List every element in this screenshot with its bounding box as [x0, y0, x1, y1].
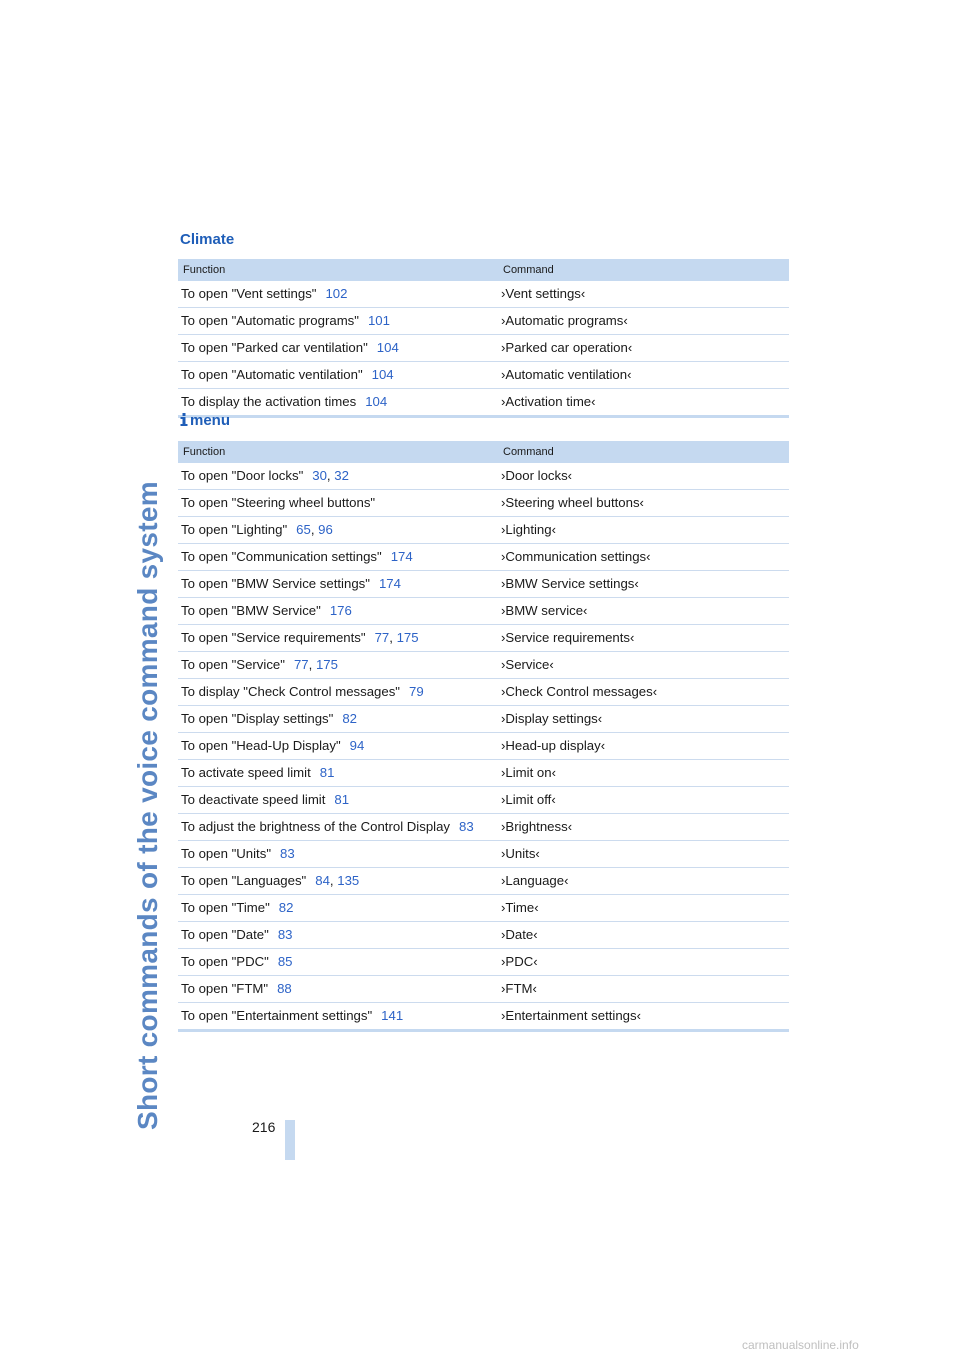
command-cell: ›Activation time‹ — [498, 389, 789, 417]
function-text: To open "Display settings" — [181, 711, 334, 726]
imenu-title-text: menu — [190, 412, 231, 429]
function-text: To open "Head-Up Display" — [181, 738, 341, 753]
table-row — [178, 679, 789, 706]
command-cell: ›Language‹ — [498, 868, 789, 895]
function-text: To open "BMW Service" — [181, 603, 321, 618]
page-ref-link[interactable]: 135 — [337, 873, 360, 888]
climate-section-title: Climate — [180, 231, 235, 248]
function-cell — [178, 760, 498, 787]
table-row — [178, 389, 789, 417]
function-text: To open "Units" — [181, 846, 271, 861]
table-row — [178, 949, 789, 976]
function-cell — [178, 598, 498, 625]
command-cell: ›Entertainment settings‹ — [498, 1003, 789, 1031]
command-cell: ›Service requirements‹ — [498, 625, 789, 652]
table-row — [178, 625, 789, 652]
function-text: To open "Time" — [181, 900, 270, 915]
page-ref-link[interactable]: 141 — [381, 1008, 404, 1023]
command-cell: ›BMW Service settings‹ — [498, 571, 789, 598]
page-ref-link[interactable]: 104 — [376, 340, 399, 355]
page-number-bar — [285, 1120, 295, 1160]
command-cell: ›Check Control messages‹ — [498, 679, 789, 706]
function-text: To adjust the brightness of the Control Display — [181, 819, 451, 834]
header-command: Command — [498, 441, 789, 463]
command-cell: ›Display settings‹ — [498, 706, 789, 733]
page-ref-link[interactable]: 104 — [371, 367, 394, 382]
page-ref-link[interactable]: 83 — [459, 819, 474, 834]
function-text: To open "Automatic ventilation" — [181, 367, 363, 382]
page-ref-link[interactable]: 88 — [277, 981, 292, 996]
function-text: To open "Steering wheel buttons" — [181, 495, 376, 510]
table-row — [178, 517, 789, 544]
function-cell — [178, 362, 498, 389]
imenu-table — [178, 441, 789, 1032]
table-row — [178, 814, 789, 841]
command-cell: ›Limit off‹ — [498, 787, 789, 814]
function-text: To activate speed limit — [181, 765, 311, 780]
table-row — [178, 760, 789, 787]
table-row — [178, 706, 789, 733]
page-ref-link[interactable]: 30 — [312, 468, 327, 483]
function-text: To open "Automatic programs" — [181, 313, 359, 328]
page-number: 216 — [252, 1119, 276, 1135]
imenu-section-title — [180, 412, 230, 429]
command-cell: ›Automatic ventilation‹ — [498, 362, 789, 389]
function-text: To open "FTM" — [181, 981, 269, 996]
function-cell: To open "Languages" 84, 135 — [178, 868, 498, 895]
page-ref-link[interactable]: 83 — [280, 846, 295, 861]
page-ref-link[interactable]: 82 — [342, 711, 357, 726]
command-cell: ›Date‹ — [498, 922, 789, 949]
table-row — [178, 571, 789, 598]
function-text: To open "Door locks" — [181, 468, 304, 483]
header-command: Command — [498, 259, 789, 281]
function-text: To open "Languages" — [181, 873, 307, 888]
page-ref-link[interactable]: 175 — [315, 657, 338, 672]
page-ref-link[interactable]: 65 — [296, 522, 311, 537]
function-text: To deactivate speed limit — [181, 792, 326, 807]
table-row — [178, 544, 789, 571]
command-cell: ›Time‹ — [498, 895, 789, 922]
function-cell — [178, 490, 498, 517]
function-text: To open "Date" — [181, 927, 269, 942]
page-ref-link[interactable]: 83 — [277, 927, 293, 942]
function-text: To open "Vent settings" — [181, 286, 317, 301]
table-row — [178, 335, 789, 362]
table-row — [178, 490, 789, 517]
table-row — [178, 308, 789, 335]
function-cell — [178, 787, 498, 814]
page-ref-link[interactable]: 77 — [293, 657, 309, 672]
page-ref-link[interactable]: 175 — [396, 630, 419, 645]
side-chapter-title: Short commands of the voice command system — [132, 481, 163, 1130]
command-cell: ›Units‹ — [498, 841, 789, 868]
page-ref-link[interactable]: 32 — [334, 468, 349, 483]
function-cell — [178, 544, 498, 571]
function-cell — [178, 814, 498, 841]
function-cell: To open "Door locks" 30, 32 — [178, 463, 498, 490]
function-text: To open "Parked car ventilation" — [181, 340, 368, 355]
function-cell — [178, 1003, 498, 1031]
function-cell — [178, 895, 498, 922]
function-cell — [178, 679, 498, 706]
command-cell: ›Limit on‹ — [498, 760, 789, 787]
function-cell — [178, 733, 498, 760]
table-header-row — [178, 441, 789, 463]
command-cell: ›Steering wheel buttons‹ — [498, 490, 789, 517]
function-text: To open "Communication settings" — [181, 549, 382, 564]
command-cell: ›Service‹ — [498, 652, 789, 679]
table-header-row — [178, 259, 789, 281]
page-ref-link[interactable]: 81 — [334, 792, 350, 807]
command-cell: ›Door locks‹ — [498, 463, 789, 490]
table-row — [178, 841, 789, 868]
page-ref-link[interactable]: 176 — [329, 603, 352, 618]
table-row — [178, 463, 789, 490]
table-row — [178, 922, 789, 949]
header-function: Function — [178, 441, 498, 463]
page-ref-link[interactable]: 81 — [319, 765, 335, 780]
command-cell: ›BMW service‹ — [498, 598, 789, 625]
page-ref-link[interactable]: 85 — [277, 954, 293, 969]
function-cell — [178, 976, 498, 1003]
table-row — [178, 868, 789, 895]
command-cell: ›Communication settings‹ — [498, 544, 789, 571]
command-cell: ›Brightness‹ — [498, 814, 789, 841]
page-ref-link[interactable]: 174 — [378, 576, 401, 591]
command-cell: ›Parked car operation‹ — [498, 335, 789, 362]
command-cell: ›Vent settings‹ — [498, 281, 789, 308]
function-cell — [178, 949, 498, 976]
function-text: To display "Check Control messages" — [181, 684, 400, 699]
function-cell — [178, 335, 498, 362]
function-text: To open "BMW Service settings" — [181, 576, 370, 591]
table-row — [178, 362, 789, 389]
page-ref-link[interactable]: 101 — [367, 313, 390, 328]
page-ref-link[interactable]: 79 — [409, 684, 424, 699]
climate-table — [178, 259, 789, 418]
watermark: carmanualsonline.info — [742, 1338, 859, 1352]
table-row — [178, 787, 789, 814]
function-cell: To open "Service requirements" 77, 175 — [178, 625, 498, 652]
function-cell: To open "Service" 77, 175 — [178, 652, 498, 679]
page-ref-link[interactable]: 104 — [365, 394, 388, 409]
table-row — [178, 652, 789, 679]
page-ref-link[interactable]: 82 — [278, 900, 294, 915]
function-text: To display the activation times — [181, 394, 357, 409]
command-cell: ›Head-up display‹ — [498, 733, 789, 760]
page-ref-link[interactable]: 94 — [349, 738, 365, 753]
table-row — [178, 1003, 789, 1031]
table-row — [178, 733, 789, 760]
command-cell: ›PDC‹ — [498, 949, 789, 976]
table-row — [178, 281, 789, 308]
function-cell — [178, 281, 498, 308]
table-row — [178, 895, 789, 922]
function-cell — [178, 922, 498, 949]
command-cell: ›Lighting‹ — [498, 517, 789, 544]
page-ref-link[interactable]: 77 — [374, 630, 390, 645]
function-cell: To open "Lighting" 65, 96 — [178, 517, 498, 544]
table-row — [178, 976, 789, 1003]
page-ref-link[interactable]: 102 — [325, 286, 348, 301]
i-info-icon — [180, 413, 188, 426]
function-cell — [178, 706, 498, 733]
function-cell — [178, 308, 498, 335]
function-cell — [178, 841, 498, 868]
function-text: To open "Service" — [181, 657, 285, 672]
function-text: To open "Entertainment settings" — [181, 1008, 373, 1023]
page-ref-link[interactable]: 174 — [390, 549, 413, 564]
page-ref-link[interactable]: 84 — [315, 873, 330, 888]
command-cell: ›Automatic programs‹ — [498, 308, 789, 335]
page-ref-link[interactable]: 96 — [318, 522, 333, 537]
function-text: To open "Service requirements" — [181, 630, 366, 645]
header-function: Function — [178, 259, 498, 281]
function-text: To open "Lighting" — [181, 522, 288, 537]
command-cell: ›FTM‹ — [498, 976, 789, 1003]
table-row — [178, 598, 789, 625]
function-cell — [178, 571, 498, 598]
function-text: To open "PDC" — [181, 954, 269, 969]
